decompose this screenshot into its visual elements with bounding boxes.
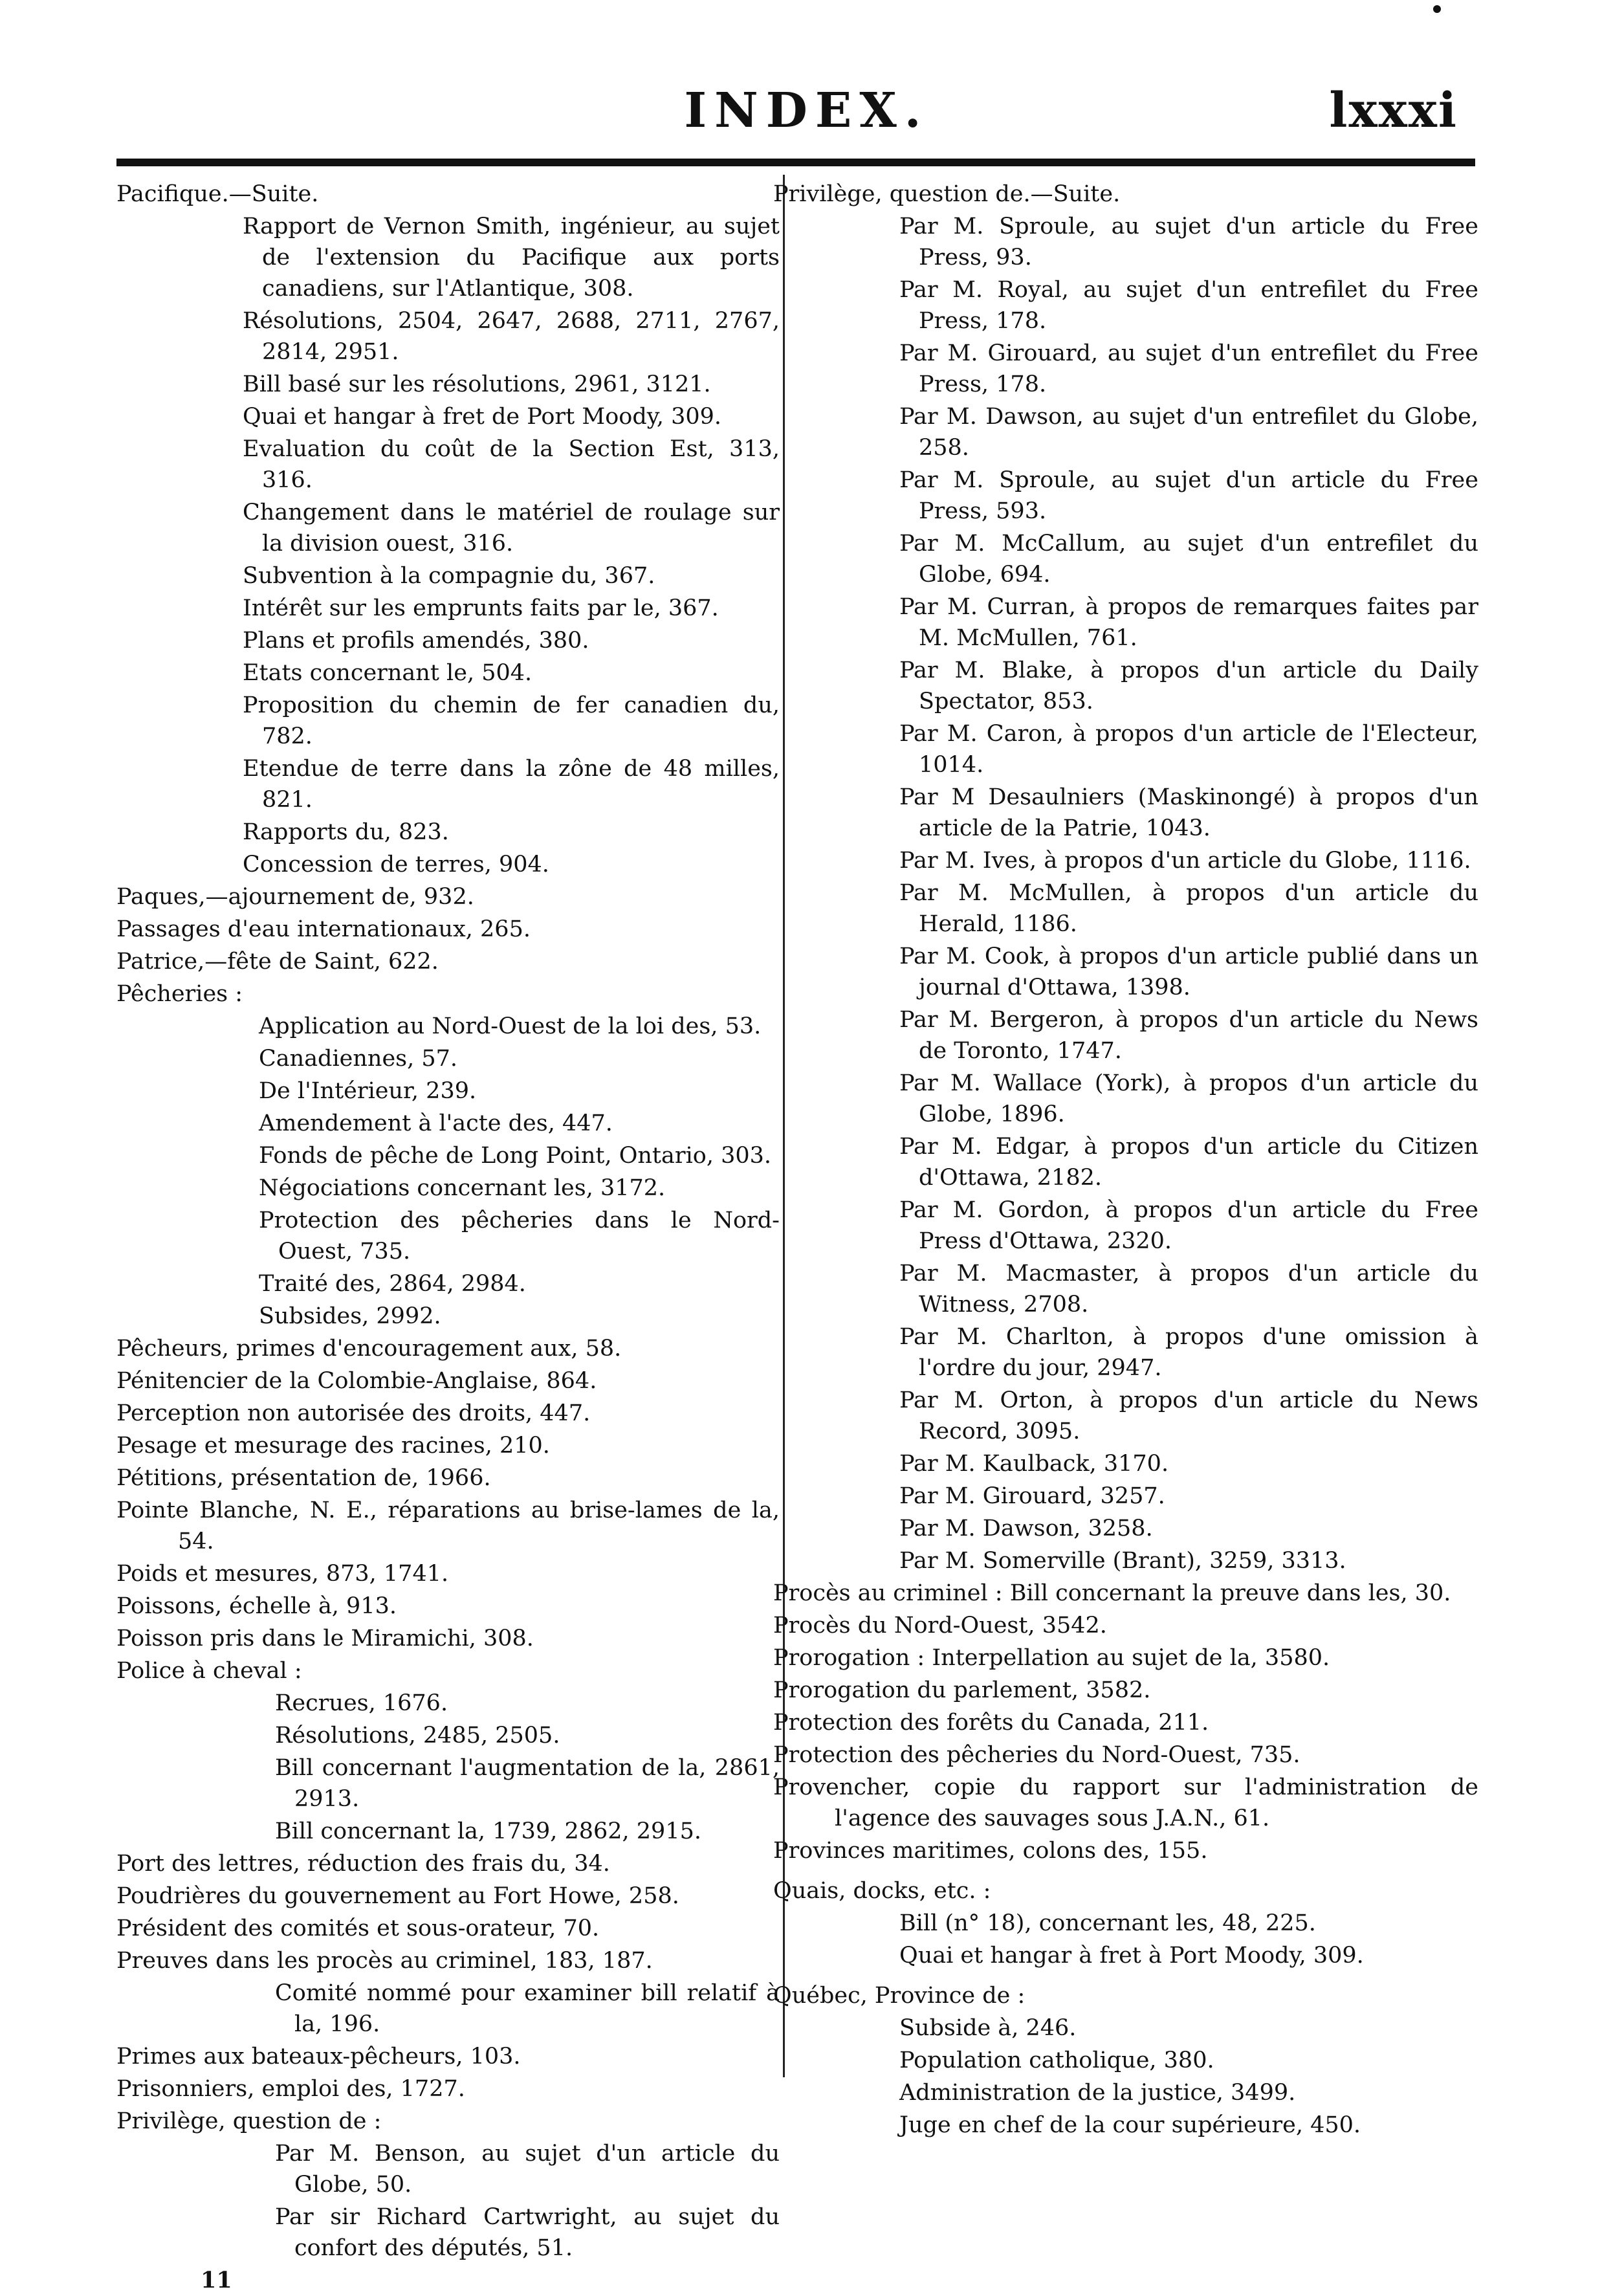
index-entry: Pêcheurs, primes d'encouragement aux, 58. [116, 1336, 622, 1362]
index-subentry: Par M. Somerville (Brant), 3259, 3313. [899, 1548, 1346, 1574]
index-column-right [773, 179, 1478, 2142]
index-entry: Poudrières du gouvernement au Fort Howe, 258. [116, 1883, 679, 1909]
index-subentry: Par M. Charlton, à propos d'une omission à l'ordre du jour, 2947. [899, 1324, 1478, 1381]
index-entry: Prisonniers, emploi des, 1727. [116, 2076, 465, 2102]
index-entry: Paques,—ajournement de, 932. [116, 884, 474, 910]
index-subentry: Evaluation du coût de la Section Est, 313, 316. [243, 436, 780, 493]
index-subentry: Recrues, 1676. [275, 1690, 448, 1716]
index-entry: Protection des forêts du Canada, 211. [773, 1710, 1209, 1736]
index-entry: Prorogation : Interpellation au sujet de la, 3580. [773, 1645, 1330, 1671]
index-subentry: Application au Nord-Ouest de la loi des, 53. [259, 1013, 762, 1039]
index-subentry: Administration de la justice, 3499. [899, 2080, 1296, 2106]
index-column-left [116, 179, 780, 2296]
index-entry: Provencher, copie du rapport sur l'administration de l'agence des sauvages sous J.A.N., 61. [773, 1774, 1478, 1831]
index-entry: Procès du Nord-Ouest, 3542. [773, 1613, 1107, 1639]
index-subentry: Par sir Richard Cartwright, au sujet du confort des députés, 51. [275, 2204, 780, 2261]
index-entry: Président des comités et sous-orateur, 70. [116, 1915, 600, 1941]
index-subentry: Etendue de terre dans la zône de 48 milles, 821. [243, 756, 780, 813]
index-subentry: Protection des pêcheries dans le Nord-Ouest, 735. [259, 1208, 780, 1264]
index-subentry: Par M. Caron, à propos d'un article de l'Electeur, 1014. [899, 721, 1478, 778]
index-entry: Poisson pris dans le Miramichi, 308. [116, 1626, 534, 1651]
index-subentry: Par M. Royal, au sujet d'un entrefilet du Free Press, 178. [899, 277, 1478, 334]
index-entry: Poissons, échelle à, 913. [116, 1593, 397, 1619]
signature-mark: 11 [201, 2267, 232, 2293]
index-subentry: Par M. McMullen, à propos d'un article du Herald, 1186. [899, 880, 1478, 937]
index-subentry: Amendement à l'acte des, 447. [259, 1110, 613, 1136]
index-subentry: Par M. Edgar, à propos d'un article du Citizen d'Ottawa, 2182. [899, 1134, 1478, 1191]
index-subentry: Par M. Girouard, 3257. [899, 1483, 1165, 1509]
index-subentry: Intérêt sur les emprunts faits par le, 367. [243, 595, 719, 621]
index-subentry: Négociations concernant les, 3172. [259, 1175, 666, 1201]
index-subentry: Rapport de Vernon Smith, ingénieur, au sujet de l'extension du Pacifique aux ports canadiens, sur l'Atlantique, 308. [243, 214, 780, 302]
index-subentry: Résolutions, 2504, 2647, 2688, 2711, 2767, 2814, 2951. [243, 308, 780, 365]
index-subentry: Par M. Bergeron, à propos d'un article du News de Toronto, 1747. [899, 1007, 1478, 1064]
index-entry: Quais, docks, etc. : [773, 1878, 991, 1904]
index-subentry: Par M. Wallace (York), à propos d'un article du Globe, 1896. [899, 1070, 1478, 1127]
index-subentry: Par M. Sproule, au sujet d'un article du Free Press, 593. [899, 467, 1478, 524]
index-subentry: Bill (n° 18), concernant les, 48, 225. [899, 1910, 1316, 1936]
index-subentry: Plans et profils amendés, 380. [243, 628, 589, 654]
index-entry: Perception non autorisée des droits, 447. [116, 1400, 591, 1426]
index-subentry: Par M. Cook, à propos d'un article publié dans un journal d'Ottawa, 1398. [899, 944, 1478, 1000]
index-entry: Pétitions, présentation de, 1966. [116, 1465, 491, 1491]
index-entry: Pacifique.—Suite. [116, 181, 319, 207]
ink-dot [1433, 5, 1441, 13]
index-subentry: Par M. Macmaster, à propos d'un article du Witness, 2708. [899, 1261, 1478, 1318]
index-subentry: Proposition du chemin de fer canadien du, 782. [243, 692, 780, 749]
index-entry: Pêcheries : [116, 981, 243, 1007]
index-subentry: Rapports du, 823. [243, 819, 449, 845]
index-subentry: Par M. Blake, à propos d'un article du Daily Spectator, 853. [899, 657, 1478, 714]
index-subentry: Par M. McCallum, au sujet d'un entrefilet du Globe, 694. [899, 531, 1478, 588]
index-entry: Port des lettres, réduction des frais du, 34. [116, 1851, 610, 1877]
index-entry: Primes aux bateaux-pêcheurs, 103. [116, 2044, 521, 2070]
index-subentry: Canadiennes, 57. [259, 1046, 458, 1072]
index-subentry: Par M. Ives, à propos d'un article du Globe, 1116. [899, 848, 1471, 874]
index-subentry: Par M. Girouard, au sujet d'un entrefilet du Free Press, 178. [899, 340, 1478, 397]
index-subentry: Par M. Gordon, à propos d'un article du Free Press d'Ottawa, 2320. [899, 1197, 1478, 1254]
index-entry: Preuves dans les procès au criminel, 183, 187. [116, 1948, 653, 1974]
index-entry: Poids et mesures, 873, 1741. [116, 1561, 449, 1587]
index-entry: Passages d'eau internationaux, 265. [116, 916, 531, 942]
index-subentry: Subsides, 2992. [259, 1303, 441, 1329]
index-subentry: Subvention à la compagnie du, 367. [243, 563, 655, 589]
index-subentry: Quai et hangar à fret à Port Moody, 309. [899, 1943, 1364, 1969]
index-subentry: Quai et hangar à fret de Port Moody, 309. [243, 404, 722, 430]
index-entry: Privilège, question de.—Suite. [773, 181, 1121, 207]
index-entry: Pesage et mesurage des racines, 210. [116, 1433, 550, 1459]
index-subentry: Par M. Dawson, au sujet d'un entrefilet du Globe, 258. [899, 404, 1478, 461]
index-entry: Procès au criminel : Bill concernant la preuve dans les, 30. [773, 1580, 1451, 1606]
index-entry: Police à cheval : [116, 1658, 302, 1684]
index-subentry: Changement dans le matériel de roulage sur la division ouest, 316. [243, 500, 780, 557]
index-entry: Prorogation du parlement, 3582. [773, 1677, 1151, 1703]
index-subentry: Fonds de pêche de Long Point, Ontario, 303. [259, 1143, 772, 1169]
index-subentry: Par M. Orton, à propos d'un article du News Record, 3095. [899, 1387, 1478, 1444]
page-title: INDEX. [684, 83, 929, 138]
index-subentry: Bill concernant la, 1739, 2862, 2915. [275, 1818, 701, 1844]
header-rule [116, 159, 1475, 166]
index-entry: Pénitencier de la Colombie-Anglaise, 864. [116, 1368, 597, 1394]
index-subentry: Concession de terres, 904. [243, 852, 549, 878]
index-subentry: De l'Intérieur, 239. [259, 1078, 477, 1104]
index-subentry: Par M. Kaulback, 3170. [899, 1451, 1169, 1477]
index-subentry: Par M Desaulniers (Maskinongé) à propos d'un article de la Patrie, 1043. [899, 784, 1478, 841]
index-subentry: Population catholique, 380. [899, 2048, 1214, 2073]
index-entry: Protection des pêcheries du Nord-Ouest, 735. [773, 1742, 1300, 1768]
index-subentry: Résolutions, 2485, 2505. [275, 1723, 560, 1749]
index-subentry: Traité des, 2864, 2984. [259, 1271, 526, 1297]
index-entry: Pointe Blanche, N. E., réparations au brise-lames de la, 54. [116, 1497, 780, 1554]
index-entry: Privilège, question de : [116, 2108, 382, 2134]
index-subentry: Par M. Benson, au sujet d'un article du Globe, 50. [275, 2141, 780, 2198]
index-subentry: Par M. Sproule, au sujet d'un article du Free Press, 93. [899, 214, 1478, 270]
index-subentry: Comité nommé pour examiner bill relatif à la, 196. [275, 1980, 780, 2037]
page-number: lxxxi [1329, 83, 1458, 138]
index-subentry: Juge en chef de la cour supérieure, 450. [899, 2112, 1361, 2138]
index-subentry: Etats concernant le, 504. [243, 660, 532, 686]
index-subentry: Par M. Dawson, 3258. [899, 1516, 1153, 1541]
index-subentry: Subside à, 246. [899, 2015, 1077, 2041]
index-subentry: Bill basé sur les résolutions, 2961, 3121. [243, 371, 711, 397]
index-entry: Patrice,—fête de Saint, 622. [116, 949, 439, 975]
index-subentry: Par M. Curran, à propos de remarques faites par M. McMullen, 761. [899, 594, 1478, 651]
index-entry: Provinces maritimes, colons des, 155. [773, 1838, 1208, 1864]
index-entry: Québec, Province de : [773, 1983, 1026, 2009]
index-subentry: Bill concernant l'augmentation de la, 2861, 2913. [275, 1755, 780, 1812]
